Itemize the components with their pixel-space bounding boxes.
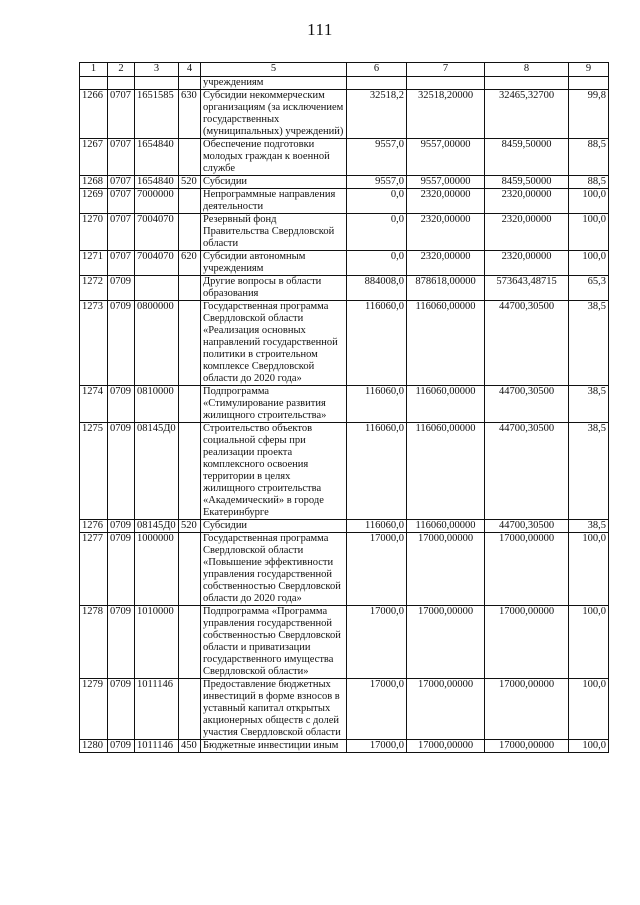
executed-amount-cell: 8459,50000 [485,139,569,176]
target-code-cell: 7000000 [135,189,179,214]
header-cell: 2 [108,63,135,77]
expense-type-cell [179,77,201,90]
table-row [80,214,609,251]
executed-amount-cell: 2320,00000 [485,214,569,251]
expense-type-cell [179,276,201,301]
expense-type-cell: 520 [179,520,201,533]
percent-cell: 65,3 [569,276,609,301]
executed-amount-cell: 17000,00000 [485,740,569,753]
description-cell: Строительство объектов социальной сферы при реализации проекта комплексного освоения территории в целях жилищного строительства «Академический» в городе Екатеринбурге [201,423,347,520]
row-number-cell: 1270 [80,214,108,251]
table-row [80,90,609,139]
expense-type-cell [179,606,201,679]
description-cell: Подпрограмма «Стимулирование развития жилищного строительства» [201,386,347,423]
executed-amount-cell [485,77,569,90]
section-code-cell: 0709 [108,423,135,520]
description-cell: Субсидии [201,176,347,189]
specified-amount-cell [407,77,485,90]
expense-type-cell: 450 [179,740,201,753]
row-number-cell: 1278 [80,606,108,679]
row-number-cell: 1280 [80,740,108,753]
target-code-cell: 0810000 [135,386,179,423]
expense-type-cell [179,679,201,740]
description-cell: Субсидии автономным учреждениям [201,251,347,276]
target-code-cell: 1651585 [135,90,179,139]
specified-amount-cell: 17000,00000 [407,740,485,753]
executed-amount-cell: 17000,00000 [485,606,569,679]
row-number-cell [80,77,108,90]
row-number-cell: 1277 [80,533,108,606]
specified-amount-cell: 116060,00000 [407,301,485,386]
description-cell: Непрограммные направления деятельности [201,189,347,214]
approved-amount-cell: 17000,0 [347,533,407,606]
percent-cell: 88,5 [569,139,609,176]
percent-cell: 38,5 [569,386,609,423]
table-row [80,251,609,276]
expense-type-cell [179,301,201,386]
target-code-cell: 1654840 [135,139,179,176]
table-row [80,386,609,423]
section-code-cell: 0707 [108,251,135,276]
target-code-cell: 08145Д0 [135,423,179,520]
specified-amount-cell: 116060,00000 [407,423,485,520]
percent-cell: 100,0 [569,679,609,740]
specified-amount-cell: 2320,00000 [407,189,485,214]
table-row [80,423,609,520]
section-code-cell: 0709 [108,533,135,606]
executed-amount-cell: 573643,48715 [485,276,569,301]
row-number-cell: 1276 [80,520,108,533]
target-code-cell: 7004070 [135,251,179,276]
section-code-cell: 0709 [108,740,135,753]
expense-type-cell [179,533,201,606]
specified-amount-cell: 32518,20000 [407,90,485,139]
row-number-cell: 1273 [80,301,108,386]
executed-amount-cell: 17000,00000 [485,679,569,740]
header-cell: 3 [135,63,179,77]
description-cell: Бюджетные инвестиции иным [201,740,347,753]
section-code-cell: 0707 [108,139,135,176]
approved-amount-cell: 32518,2 [347,90,407,139]
specified-amount-cell: 2320,00000 [407,251,485,276]
description-cell: Предоставление бюджетных инвестиций в форме взносов в уставный капитал открытых акционерных обществ с долей участия Свердловской области [201,679,347,740]
page-number: 111 [307,20,333,39]
percent-cell [569,77,609,90]
table-header-row [80,63,609,77]
executed-amount-cell: 17000,00000 [485,533,569,606]
target-code-cell: 08145Д0 [135,520,179,533]
description-cell: Государственная программа Свердловской области «Повышение эффективности управления государственной собственностью Свердловской области до 2020 года» [201,533,347,606]
section-code-cell: 0709 [108,301,135,386]
percent-cell: 100,0 [569,606,609,679]
approved-amount-cell: 884008,0 [347,276,407,301]
approved-amount-cell: 0,0 [347,189,407,214]
target-code-cell: 0800000 [135,301,179,386]
specified-amount-cell: 116060,00000 [407,386,485,423]
header-cell: 1 [80,63,108,77]
table-row [80,189,609,214]
section-code-cell: 0707 [108,214,135,251]
approved-amount-cell: 116060,0 [347,520,407,533]
table-row [80,533,609,606]
approved-amount-cell [347,77,407,90]
approved-amount-cell: 116060,0 [347,301,407,386]
percent-cell: 100,0 [569,214,609,251]
section-code-cell [108,77,135,90]
executed-amount-cell: 2320,00000 [485,251,569,276]
row-number-cell: 1267 [80,139,108,176]
expense-type-cell: 520 [179,176,201,189]
executed-amount-cell: 32465,32700 [485,90,569,139]
expense-type-cell [179,139,201,176]
expense-type-cell: 620 [179,251,201,276]
specified-amount-cell: 17000,00000 [407,679,485,740]
row-number-cell: 1272 [80,276,108,301]
budget-table [79,62,609,753]
target-code-cell: 1011146 [135,679,179,740]
table-row [80,139,609,176]
specified-amount-cell: 2320,00000 [407,214,485,251]
approved-amount-cell: 0,0 [347,251,407,276]
description-cell: Подпрограмма «Программа управления государственной собственностью Свердловской области и приватизации государственного имущества Свердловской области» [201,606,347,679]
approved-amount-cell: 0,0 [347,214,407,251]
description-cell: Субсидии некоммерческим организациям (за исключением государственных (муниципальных) учреждений) [201,90,347,139]
header-cell: 4 [179,63,201,77]
executed-amount-cell: 44700,30500 [485,520,569,533]
row-number-cell: 1275 [80,423,108,520]
percent-cell: 38,5 [569,301,609,386]
description-cell: учреждениям [201,77,347,90]
executed-amount-cell: 8459,50000 [485,176,569,189]
approved-amount-cell: 9557,0 [347,139,407,176]
table-row [80,740,609,753]
approved-amount-cell: 17000,0 [347,740,407,753]
table-row [80,77,609,90]
expense-type-cell [179,189,201,214]
percent-cell: 100,0 [569,740,609,753]
target-code-cell: 7004070 [135,214,179,251]
approved-amount-cell: 17000,0 [347,606,407,679]
expense-type-cell: 630 [179,90,201,139]
executed-amount-cell: 2320,00000 [485,189,569,214]
executed-amount-cell: 44700,30500 [485,386,569,423]
percent-cell: 100,0 [569,533,609,606]
description-cell: Субсидии [201,520,347,533]
table-row [80,520,609,533]
section-code-cell: 0707 [108,90,135,139]
executed-amount-cell: 44700,30500 [485,301,569,386]
row-number-cell: 1279 [80,679,108,740]
header-cell: 5 [201,63,347,77]
header-cell: 7 [407,63,485,77]
specified-amount-cell: 878618,00000 [407,276,485,301]
header-cell: 9 [569,63,609,77]
table-row [80,176,609,189]
percent-cell: 100,0 [569,251,609,276]
description-cell: Государственная программа Свердловской области «Реализация основных направлений государственной политики в строительном комплексе Свердловской области до 2020 года» [201,301,347,386]
percent-cell: 88,5 [569,176,609,189]
percent-cell: 99,8 [569,90,609,139]
specified-amount-cell: 9557,00000 [407,139,485,176]
table-row [80,301,609,386]
section-code-cell: 0709 [108,679,135,740]
specified-amount-cell: 116060,00000 [407,520,485,533]
section-code-cell: 0707 [108,176,135,189]
table-row [80,606,609,679]
approved-amount-cell: 9557,0 [347,176,407,189]
row-number-cell: 1266 [80,90,108,139]
target-code-cell: 1000000 [135,533,179,606]
section-code-cell: 0709 [108,606,135,679]
executed-amount-cell: 44700,30500 [485,423,569,520]
specified-amount-cell: 17000,00000 [407,533,485,606]
specified-amount-cell: 17000,00000 [407,606,485,679]
expense-type-cell [179,386,201,423]
expense-type-cell [179,423,201,520]
target-code-cell: 1654840 [135,176,179,189]
row-number-cell: 1274 [80,386,108,423]
header-cell: 6 [347,63,407,77]
row-number-cell: 1271 [80,251,108,276]
percent-cell: 38,5 [569,423,609,520]
percent-cell: 100,0 [569,189,609,214]
section-code-cell: 0709 [108,386,135,423]
specified-amount-cell: 9557,00000 [407,176,485,189]
approved-amount-cell: 17000,0 [347,679,407,740]
percent-cell: 38,5 [569,520,609,533]
approved-amount-cell: 116060,0 [347,386,407,423]
section-code-cell: 0709 [108,520,135,533]
section-code-cell: 0709 [108,276,135,301]
header-cell: 8 [485,63,569,77]
description-cell: Обеспечение подготовки молодых граждан к военной службе [201,139,347,176]
row-number-cell: 1269 [80,189,108,214]
table-row [80,276,609,301]
target-code-cell [135,276,179,301]
target-code-cell: 1011146 [135,740,179,753]
target-code-cell: 1010000 [135,606,179,679]
description-cell: Другие вопросы в области образования [201,276,347,301]
target-code-cell [135,77,179,90]
approved-amount-cell: 116060,0 [347,423,407,520]
expense-type-cell [179,214,201,251]
table-row [80,679,609,740]
description-cell: Резервный фонд Правительства Свердловской области [201,214,347,251]
section-code-cell: 0707 [108,189,135,214]
row-number-cell: 1268 [80,176,108,189]
